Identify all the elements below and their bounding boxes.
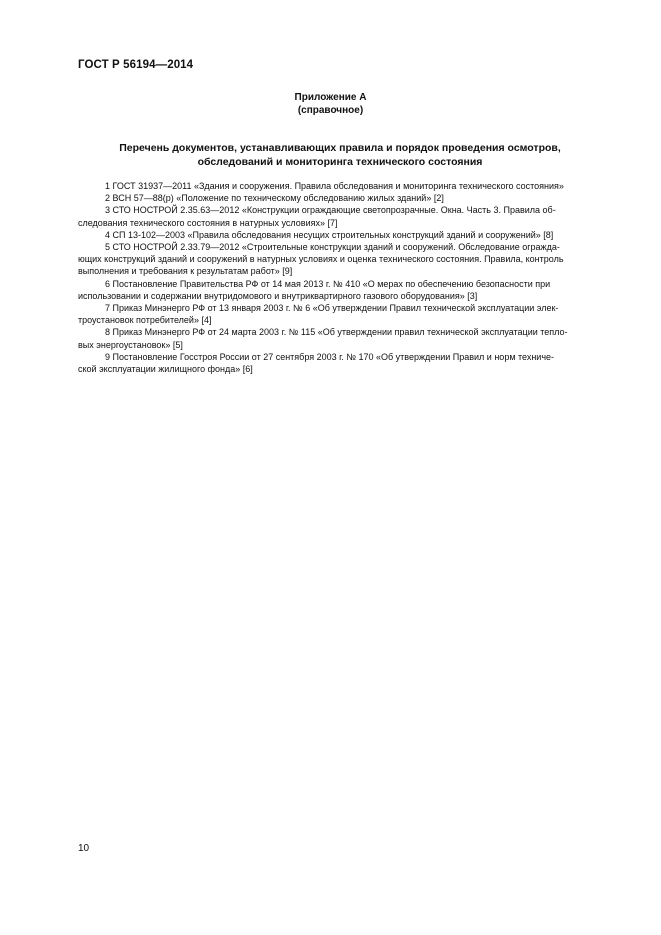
appendix-heading bbox=[0, 91, 661, 117]
list-item-line: 3 СТО НОСТРОЙ 2.35.63—2012 «Конструкции ограждающие светопрозрачные. Окна. Часть 3. Правила об- bbox=[105, 205, 556, 216]
list-item-line: вых энергоустановок» [5] bbox=[78, 339, 183, 350]
list-item bbox=[78, 229, 614, 241]
list-item-line: 6 Постановление Правительства РФ от 14 мая 2013 г. № 410 «О мерах по обеспечению безопасности при bbox=[105, 278, 551, 289]
list-item-line: ской эксплуатации жилищного фонда» [6] bbox=[78, 364, 253, 375]
page-number: 10 bbox=[78, 843, 90, 854]
list-item-line: следования технического состояния в натурных условиях» [7] bbox=[78, 217, 338, 228]
list-title-line: обследований и мониторинга технического состояния bbox=[197, 155, 483, 168]
list-item bbox=[78, 204, 614, 228]
list-item bbox=[78, 180, 614, 192]
list-item-line: выполнения и требования к результатам работ» [9] bbox=[78, 266, 293, 277]
list-item bbox=[78, 351, 614, 375]
list-title bbox=[90, 142, 590, 169]
list-item-line: 7 Приказ Минэнерго РФ от 13 января 2003 г. № 6 «Об утверждении Правил технической эксплуатации элек- bbox=[105, 303, 559, 314]
list-item bbox=[78, 326, 614, 350]
list-item-line: 4 СП 13-102—2003 «Правила обследования несущих строительных конструкций зданий и сооружений» [8] bbox=[105, 229, 554, 240]
document-list bbox=[78, 180, 614, 375]
list-item-line: 9 Постановление Госстроя России от 27 сентября 2003 г. № 170 «Об утверждении Правил и норм техниче- bbox=[105, 351, 555, 362]
list-item-line: 1 ГОСТ 31937—2011 «Здания и сооружения. Правила обследования и мониторинга технического состояния» bbox=[105, 181, 564, 191]
list-title-line: Перечень документов, устанавливающих правила и порядок проведения осмотров, bbox=[119, 142, 561, 154]
list-item bbox=[78, 302, 614, 326]
list-item-line: ющих конструкций зданий и сооружений в натурных условиях и оценка технического состояния. Правила, контроль bbox=[78, 254, 564, 265]
list-item bbox=[78, 192, 614, 204]
list-item bbox=[78, 278, 614, 302]
list-item-line: использовании и содержании внутридомового и внутриквартирного газового оборудования» [3] bbox=[78, 290, 478, 301]
document-code: ГОСТ Р 56194—2014 bbox=[78, 59, 194, 71]
appendix-subtitle: (справочное) bbox=[297, 105, 364, 116]
list-item-line: 2 ВСН 57—88(р) «Положение по техническому обследованию жилых зданий» [2] bbox=[105, 193, 444, 204]
list-item-line: троустановок потребителей» [4] bbox=[78, 315, 212, 326]
list-item-line: 5 СТО НОСТРОЙ 2.33.79—2012 «Строительные конструкции зданий и сооружений. Обследование огражда- bbox=[105, 242, 560, 253]
list-item-line: 8 Приказ Минэнерго РФ от 24 марта 2003 г. № 115 «Об утверждении правил технической эксплуатации тепло- bbox=[105, 327, 568, 338]
appendix-title: Приложение А bbox=[294, 92, 367, 103]
list-item bbox=[78, 241, 614, 278]
